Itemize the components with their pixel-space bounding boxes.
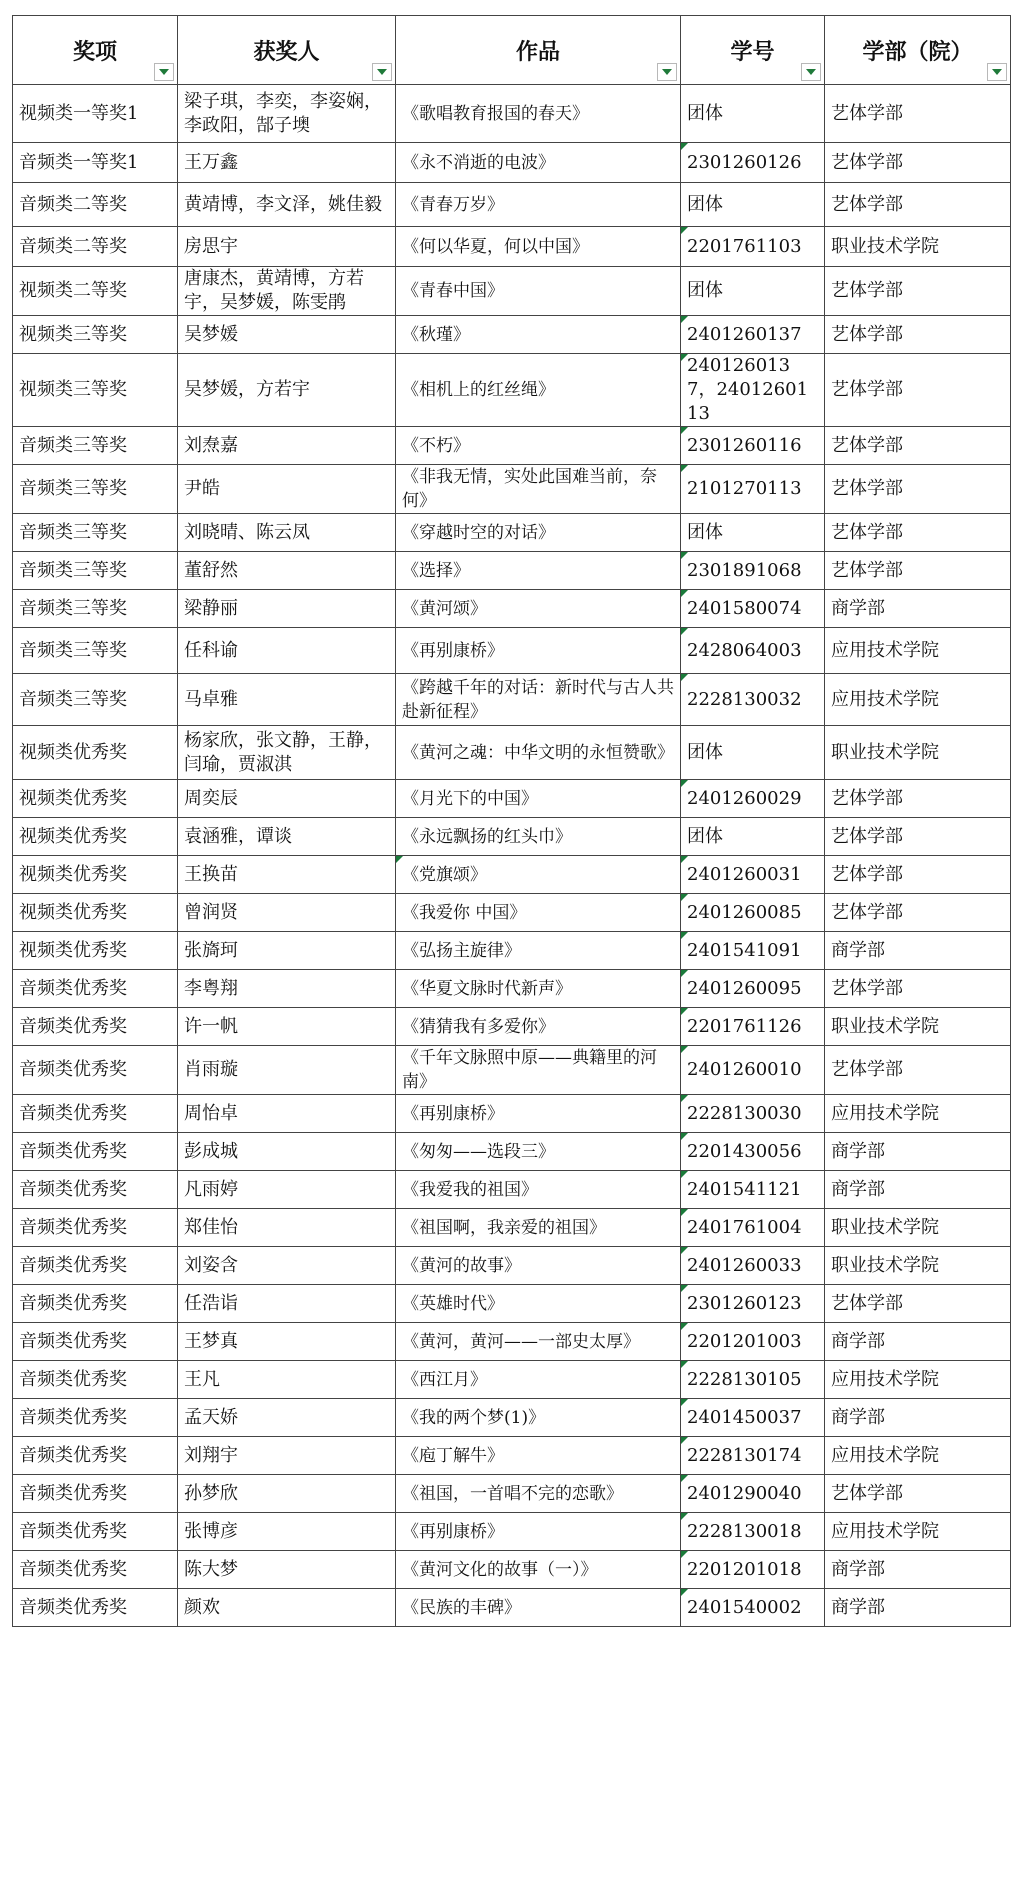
- student-id-cell[interactable]: 2301891068: [681, 552, 825, 590]
- department-cell[interactable]: 艺体学部: [825, 856, 1011, 894]
- award-cell[interactable]: 音频类优秀奖: [13, 1399, 178, 1437]
- work-cell[interactable]: 《跨越千年的对话：新时代与古人共赴新征程》: [396, 674, 681, 726]
- winner-cell[interactable]: 马卓雅: [178, 674, 396, 726]
- department-cell[interactable]: 商学部: [825, 1551, 1011, 1589]
- department-cell[interactable]: 艺体学部: [825, 267, 1011, 316]
- header-label: 学部（院）: [862, 39, 973, 65]
- winner-cell[interactable]: 刘翔宇: [178, 1437, 396, 1475]
- work-cell[interactable]: 《穿越时空的对话》: [396, 514, 681, 552]
- award-cell[interactable]: 音频类三等奖: [13, 514, 178, 552]
- student-id-cell[interactable]: 2401761004: [681, 1209, 825, 1247]
- winner-cell[interactable]: 张旖珂: [178, 932, 396, 970]
- table-row: [13, 1247, 1011, 1285]
- student-id-cell[interactable]: 2228130174: [681, 1437, 825, 1475]
- table-row: [13, 1551, 1011, 1589]
- winner-cell[interactable]: 梁静丽: [178, 590, 396, 628]
- table-row: [13, 1008, 1011, 1046]
- winner-cell[interactable]: 王万鑫: [178, 143, 396, 183]
- work-cell[interactable]: 《青春中国》: [396, 267, 681, 316]
- work-cell[interactable]: 《匆匆——选段三》: [396, 1133, 681, 1171]
- student-id-cell[interactable]: 2401260033: [681, 1247, 825, 1285]
- work-cell[interactable]: 《秋瑾》: [396, 316, 681, 354]
- student-id-cell[interactable]: 2101270113: [681, 465, 825, 514]
- winner-cell[interactable]: 彭成城: [178, 1133, 396, 1171]
- award-cell[interactable]: 视频类优秀奖: [13, 932, 178, 970]
- award-cell[interactable]: 音频类优秀奖: [13, 1285, 178, 1323]
- student-id-cell[interactable]: 2401260095: [681, 970, 825, 1008]
- work-cell[interactable]: 《黄河颂》: [396, 590, 681, 628]
- work-cell[interactable]: 《我的两个梦(1)》: [396, 1399, 681, 1437]
- table-row: [13, 726, 1011, 780]
- department-cell[interactable]: 商学部: [825, 1171, 1011, 1209]
- work-cell[interactable]: 《庖丁解牛》: [396, 1437, 681, 1475]
- awards-table: [12, 15, 1011, 1627]
- student-id-cell[interactable]: 2401541121: [681, 1171, 825, 1209]
- department-cell[interactable]: 艺体学部: [825, 316, 1011, 354]
- award-cell[interactable]: 音频类三等奖: [13, 427, 178, 465]
- winner-cell[interactable]: 唐康杰，黄靖博，方若宇，吴梦媛，陈雯鹃: [178, 267, 396, 316]
- department-cell[interactable]: 应用技术学院: [825, 674, 1011, 726]
- student-id-cell[interactable]: 2201201003: [681, 1323, 825, 1361]
- table-row: [13, 1323, 1011, 1361]
- department-cell[interactable]: 艺体学部: [825, 552, 1011, 590]
- award-cell[interactable]: 音频类优秀奖: [13, 1046, 178, 1095]
- winner-cell[interactable]: 曾润贤: [178, 894, 396, 932]
- winner-cell[interactable]: 吴梦媛: [178, 316, 396, 354]
- department-cell[interactable]: 职业技术学院: [825, 227, 1011, 267]
- student-id-cell[interactable]: 2301260126: [681, 143, 825, 183]
- winner-cell[interactable]: 刘晓晴、陈云凤: [178, 514, 396, 552]
- student-id-cell[interactable]: 2228130018: [681, 1513, 825, 1551]
- table-row: [13, 143, 1011, 183]
- header-winner[interactable]: [178, 16, 396, 85]
- table-row: [13, 1399, 1011, 1437]
- award-cell[interactable]: 视频类优秀奖: [13, 726, 178, 780]
- student-id-cell[interactable]: 2401540002: [681, 1589, 825, 1627]
- student-id-cell[interactable]: 2201761126: [681, 1008, 825, 1046]
- student-id-cell[interactable]: 2301260116: [681, 427, 825, 465]
- winner-cell[interactable]: 王梦真: [178, 1323, 396, 1361]
- student-id-cell[interactable]: 2401260137: [681, 316, 825, 354]
- winner-cell[interactable]: 王凡: [178, 1361, 396, 1399]
- table-row: [13, 590, 1011, 628]
- department-cell[interactable]: 商学部: [825, 1399, 1011, 1437]
- award-cell[interactable]: 音频类优秀奖: [13, 1209, 178, 1247]
- winner-cell[interactable]: 张博彦: [178, 1513, 396, 1551]
- student-id-cell[interactable]: 2401260137，2401260113: [681, 354, 825, 427]
- student-id-cell[interactable]: 2401290040: [681, 1475, 825, 1513]
- student-id-cell[interactable]: 2201201018: [681, 1551, 825, 1589]
- work-cell[interactable]: 《西江月》: [396, 1361, 681, 1399]
- table-row: [13, 674, 1011, 726]
- student-id-cell[interactable]: 2401580074: [681, 590, 825, 628]
- table-row: [13, 465, 1011, 514]
- winner-cell[interactable]: 梁子琪，李奕，李姿娴，李政阳，郜子墺: [178, 85, 396, 143]
- filter-dropdown-icon[interactable]: [657, 63, 677, 81]
- table-row: [13, 1513, 1011, 1551]
- work-cell[interactable]: 《弘扬主旋律》: [396, 932, 681, 970]
- work-cell[interactable]: 《再别康桥》: [396, 628, 681, 674]
- student-id-cell[interactable]: 2401260010: [681, 1046, 825, 1095]
- department-cell[interactable]: 应用技术学院: [825, 1513, 1011, 1551]
- student-id-cell[interactable]: 2401260029: [681, 780, 825, 818]
- winner-cell[interactable]: 刘焘嘉: [178, 427, 396, 465]
- award-cell[interactable]: 音频类优秀奖: [13, 970, 178, 1008]
- student-id-cell[interactable]: 2201761103: [681, 227, 825, 267]
- table-row: [13, 427, 1011, 465]
- table-row: [13, 1133, 1011, 1171]
- winner-cell[interactable]: 李粤翔: [178, 970, 396, 1008]
- student-id-cell[interactable]: 2401260031: [681, 856, 825, 894]
- department-cell[interactable]: 艺体学部: [825, 143, 1011, 183]
- table-row: [13, 267, 1011, 316]
- award-cell[interactable]: 音频类优秀奖: [13, 1361, 178, 1399]
- winner-cell[interactable]: 肖雨璇: [178, 1046, 396, 1095]
- award-cell[interactable]: 音频类优秀奖: [13, 1513, 178, 1551]
- filter-dropdown-icon[interactable]: [372, 63, 392, 81]
- department-cell[interactable]: 艺体学部: [825, 894, 1011, 932]
- table-row: [13, 85, 1011, 143]
- work-cell[interactable]: 《民族的丰碑》: [396, 1589, 681, 1627]
- department-cell[interactable]: 艺体学部: [825, 465, 1011, 514]
- award-cell[interactable]: 音频类优秀奖: [13, 1551, 178, 1589]
- winner-cell[interactable]: 袁涵雅，谭谈: [178, 818, 396, 856]
- table-row: [13, 1361, 1011, 1399]
- table-row: [13, 932, 1011, 970]
- department-cell[interactable]: 艺体学部: [825, 85, 1011, 143]
- department-cell[interactable]: 应用技术学院: [825, 1437, 1011, 1475]
- table-row: [13, 1046, 1011, 1095]
- winner-cell[interactable]: 周奕辰: [178, 780, 396, 818]
- department-cell[interactable]: 艺体学部: [825, 818, 1011, 856]
- student-id-cell[interactable]: 2201430056: [681, 1133, 825, 1171]
- filter-dropdown-icon[interactable]: [987, 63, 1007, 81]
- department-cell[interactable]: 艺体学部: [825, 183, 1011, 227]
- winner-cell[interactable]: 周怡卓: [178, 1095, 396, 1133]
- department-cell[interactable]: 艺体学部: [825, 970, 1011, 1008]
- header-row: [13, 16, 1011, 85]
- work-cell[interactable]: 《青春万岁》: [396, 183, 681, 227]
- student-id-cell[interactable]: 2228130105: [681, 1361, 825, 1399]
- work-cell[interactable]: 《千年文脉照中原——典籍里的河南》: [396, 1046, 681, 1095]
- department-cell[interactable]: 应用技术学院: [825, 1095, 1011, 1133]
- winner-cell[interactable]: 任科谕: [178, 628, 396, 674]
- work-cell[interactable]: 《月光下的中国》: [396, 780, 681, 818]
- student-id-cell[interactable]: 2428064003: [681, 628, 825, 674]
- award-cell[interactable]: 音频类优秀奖: [13, 1475, 178, 1513]
- table-row: [13, 1209, 1011, 1247]
- student-id-cell[interactable]: 2228130032: [681, 674, 825, 726]
- student-id-cell[interactable]: 团体: [681, 726, 825, 780]
- winner-cell[interactable]: 孟天娇: [178, 1399, 396, 1437]
- table-row: [13, 628, 1011, 674]
- table-row: [13, 780, 1011, 818]
- student-id-cell[interactable]: 2401260085: [681, 894, 825, 932]
- work-cell[interactable]: 《黄河之魂：中华文明的永恒赞歌》: [396, 726, 681, 780]
- table-row: [13, 227, 1011, 267]
- table-row: [13, 316, 1011, 354]
- work-cell[interactable]: 《再别康桥》: [396, 1513, 681, 1551]
- department-cell[interactable]: 商学部: [825, 1589, 1011, 1627]
- winner-cell[interactable]: 董舒然: [178, 552, 396, 590]
- student-id-cell[interactable]: 2228130030: [681, 1095, 825, 1133]
- table-row: [13, 514, 1011, 552]
- award-cell[interactable]: 音频类优秀奖: [13, 1437, 178, 1475]
- winner-cell[interactable]: 房思宇: [178, 227, 396, 267]
- header-label: 作品: [515, 39, 560, 65]
- department-cell[interactable]: 职业技术学院: [825, 726, 1011, 780]
- work-cell[interactable]: 《猜猜我有多爱你》: [396, 1008, 681, 1046]
- table-row: [13, 183, 1011, 227]
- department-cell[interactable]: 艺体学部: [825, 1475, 1011, 1513]
- winner-cell[interactable]: 杨家欣，张文静，王静，闫瑜，贾淑淇: [178, 726, 396, 780]
- winner-cell[interactable]: 任浩诣: [178, 1285, 396, 1323]
- award-cell[interactable]: 音频类优秀奖: [13, 1133, 178, 1171]
- student-id-cell[interactable]: 团体: [681, 818, 825, 856]
- department-cell[interactable]: 应用技术学院: [825, 628, 1011, 674]
- header-department[interactable]: [825, 16, 1011, 85]
- table-row: [13, 856, 1011, 894]
- award-cell[interactable]: 音频类三等奖: [13, 628, 178, 674]
- work-cell[interactable]: 《党旗颂》: [396, 856, 681, 894]
- student-id-cell[interactable]: 2401541091: [681, 932, 825, 970]
- table-row: [13, 1589, 1011, 1627]
- work-cell[interactable]: 《祖国啊，我亲爱的祖国》: [396, 1209, 681, 1247]
- student-id-cell[interactable]: 团体: [681, 514, 825, 552]
- work-cell[interactable]: 《何以华夏，何以中国》: [396, 227, 681, 267]
- student-id-cell[interactable]: 团体: [681, 85, 825, 143]
- table-row: [13, 354, 1011, 427]
- header-work[interactable]: [396, 16, 681, 85]
- winner-cell[interactable]: 王换苗: [178, 856, 396, 894]
- work-cell[interactable]: 《英雄时代》: [396, 1285, 681, 1323]
- award-cell[interactable]: 音频类二等奖: [13, 227, 178, 267]
- work-cell[interactable]: 《再别康桥》: [396, 1095, 681, 1133]
- header-label: 学号: [730, 39, 775, 65]
- award-cell[interactable]: 视频类一等奖1: [13, 85, 178, 143]
- work-cell[interactable]: 《选择》: [396, 552, 681, 590]
- award-cell[interactable]: 音频类二等奖: [13, 183, 178, 227]
- header-label: 获奖人: [253, 39, 320, 65]
- student-id-cell[interactable]: 团体: [681, 267, 825, 316]
- work-cell[interactable]: 《华夏文脉时代新声》: [396, 970, 681, 1008]
- award-cell[interactable]: 音频类优秀奖: [13, 1095, 178, 1133]
- filter-dropdown-icon[interactable]: [154, 63, 174, 81]
- header-award[interactable]: [13, 16, 178, 85]
- table-row: [13, 1171, 1011, 1209]
- work-cell[interactable]: 《非我无情，实处此国难当前，奈何》: [396, 465, 681, 514]
- award-cell[interactable]: 音频类一等奖1: [13, 143, 178, 183]
- award-cell[interactable]: 视频类优秀奖: [13, 818, 178, 856]
- award-cell[interactable]: 视频类优秀奖: [13, 780, 178, 818]
- work-cell[interactable]: 《黄河文化的故事（一）》: [396, 1551, 681, 1589]
- work-cell[interactable]: 《相机上的红丝绳》: [396, 354, 681, 427]
- winner-cell[interactable]: 孙梦欣: [178, 1475, 396, 1513]
- award-cell[interactable]: 视频类二等奖: [13, 267, 178, 316]
- department-cell[interactable]: 艺体学部: [825, 1046, 1011, 1095]
- work-cell[interactable]: 《永不消逝的电波》: [396, 143, 681, 183]
- award-cell[interactable]: 音频类优秀奖: [13, 1589, 178, 1627]
- winner-cell[interactable]: 陈大梦: [178, 1551, 396, 1589]
- award-cell[interactable]: 音频类优秀奖: [13, 1008, 178, 1046]
- winner-cell[interactable]: 凡雨婷: [178, 1171, 396, 1209]
- filter-dropdown-icon[interactable]: [801, 63, 821, 81]
- award-cell[interactable]: 音频类优秀奖: [13, 1323, 178, 1361]
- winner-cell[interactable]: 颜欢: [178, 1589, 396, 1627]
- department-cell[interactable]: 商学部: [825, 590, 1011, 628]
- winner-cell[interactable]: 郑佳怡: [178, 1209, 396, 1247]
- table-row: [13, 552, 1011, 590]
- winner-cell[interactable]: 许一帆: [178, 1008, 396, 1046]
- table-row: [13, 1475, 1011, 1513]
- table-header: [13, 16, 1011, 85]
- department-cell[interactable]: 应用技术学院: [825, 1361, 1011, 1399]
- work-cell[interactable]: 《祖国，一首唱不完的恋歌》: [396, 1475, 681, 1513]
- winner-cell[interactable]: 吴梦媛，方若宇: [178, 354, 396, 427]
- award-cell[interactable]: 视频类三等奖: [13, 354, 178, 427]
- department-cell[interactable]: 职业技术学院: [825, 1008, 1011, 1046]
- award-cell[interactable]: 视频类三等奖: [13, 316, 178, 354]
- student-id-cell[interactable]: 2401450037: [681, 1399, 825, 1437]
- table-row: [13, 894, 1011, 932]
- winner-cell[interactable]: 刘姿含: [178, 1247, 396, 1285]
- award-cell[interactable]: 音频类三等奖: [13, 674, 178, 726]
- department-cell[interactable]: 艺体学部: [825, 780, 1011, 818]
- header-student-id[interactable]: [681, 16, 825, 85]
- table-row: [13, 1095, 1011, 1133]
- work-cell[interactable]: 《黄河的故事》: [396, 1247, 681, 1285]
- department-cell[interactable]: 商学部: [825, 1323, 1011, 1361]
- department-cell[interactable]: 艺体学部: [825, 427, 1011, 465]
- table-body: [13, 85, 1011, 1627]
- department-cell[interactable]: 艺体学部: [825, 514, 1011, 552]
- work-cell[interactable]: 《歌唱教育报国的春天》: [396, 85, 681, 143]
- department-cell[interactable]: 艺体学部: [825, 354, 1011, 427]
- table-row: [13, 818, 1011, 856]
- work-cell[interactable]: 《我爱你 中国》: [396, 894, 681, 932]
- department-cell[interactable]: 商学部: [825, 932, 1011, 970]
- award-cell[interactable]: 视频类优秀奖: [13, 856, 178, 894]
- work-cell[interactable]: 《永远飘扬的红头巾》: [396, 818, 681, 856]
- winner-cell[interactable]: 尹皓: [178, 465, 396, 514]
- table-row: [13, 970, 1011, 1008]
- department-cell[interactable]: 职业技术学院: [825, 1209, 1011, 1247]
- work-cell[interactable]: 《不朽》: [396, 427, 681, 465]
- award-cell[interactable]: 音频类优秀奖: [13, 1171, 178, 1209]
- table-row: [13, 1285, 1011, 1323]
- table-row: [13, 1437, 1011, 1475]
- award-cell[interactable]: 音频类三等奖: [13, 465, 178, 514]
- student-id-cell[interactable]: 团体: [681, 183, 825, 227]
- award-cell[interactable]: 音频类三等奖: [13, 552, 178, 590]
- winner-cell[interactable]: 黄靖博，李文泽，姚佳毅: [178, 183, 396, 227]
- award-cell[interactable]: 音频类优秀奖: [13, 1247, 178, 1285]
- award-cell[interactable]: 视频类优秀奖: [13, 894, 178, 932]
- work-cell[interactable]: 《我爱我的祖国》: [396, 1171, 681, 1209]
- student-id-cell[interactable]: 2301260123: [681, 1285, 825, 1323]
- department-cell[interactable]: 艺体学部: [825, 1285, 1011, 1323]
- award-cell[interactable]: 音频类三等奖: [13, 590, 178, 628]
- header-label: 奖项: [72, 39, 117, 65]
- work-cell[interactable]: 《黄河，黄河——一部史太厚》: [396, 1323, 681, 1361]
- department-cell[interactable]: 商学部: [825, 1133, 1011, 1171]
- department-cell[interactable]: 职业技术学院: [825, 1247, 1011, 1285]
